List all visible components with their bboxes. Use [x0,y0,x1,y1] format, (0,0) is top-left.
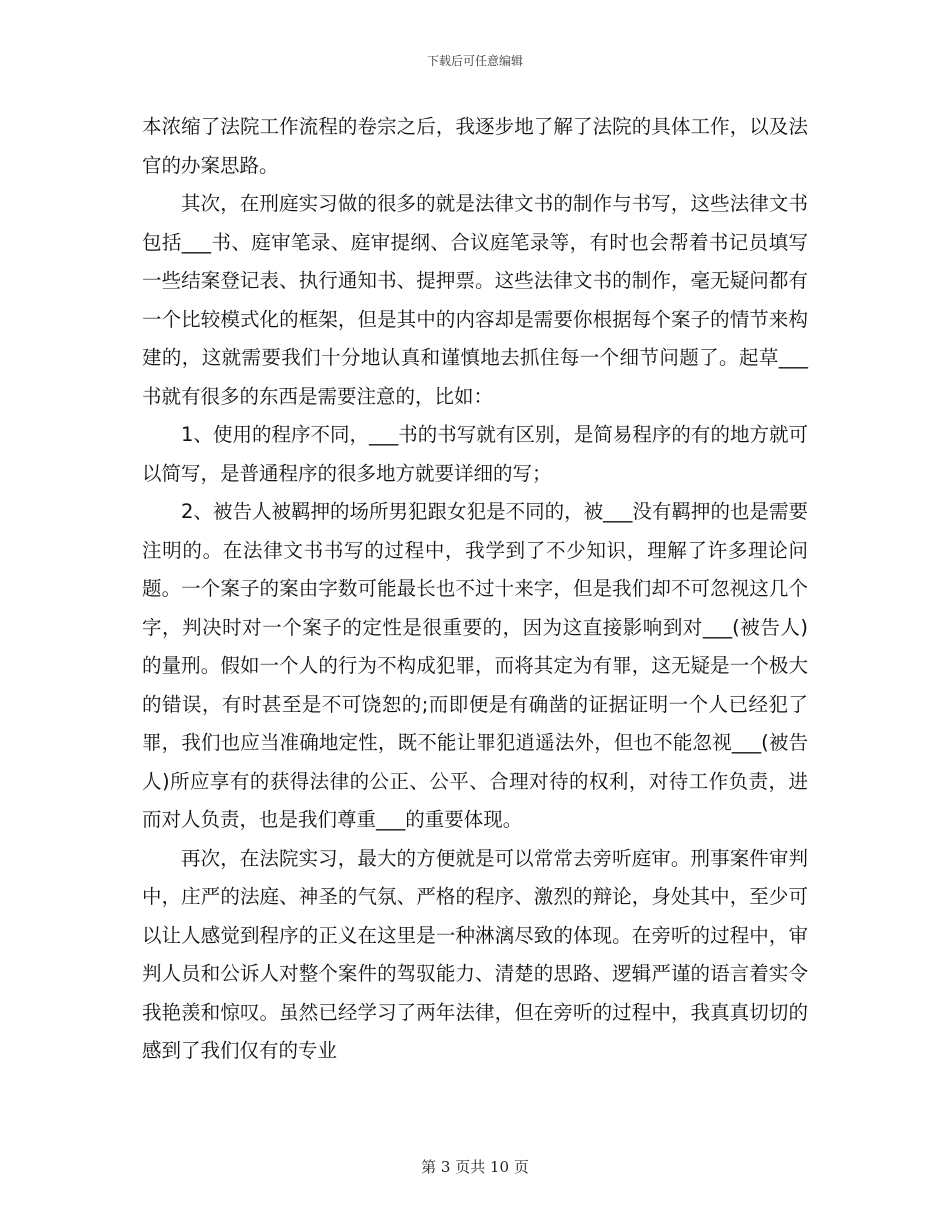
header-note: 下载后可任意编辑 [426,54,523,68]
document-body [142,108,808,1071]
paragraph-2: 其次，在刑庭实习做的很多的就是法律文书的制作与书写，这些法律文书包括___书、庭审笔录、庭审提纲、合议庭笔录等，有时也会帮着书记员填写一些结案登记表、执行通知书、提押票。这些法律文书的制作，毫无疑问都有一个比较模式化的框架，但是其中的内容却是需要你根据每个案子的情节来构建的，这就需要我们十分地认真和谨慎地去抓住每一个细节问题了。起草___书就有很多的东西是需要注意的，比如： [142,192,808,408]
page-header [0,52,950,69]
paragraph-1: 本浓缩了法院工作流程的卷宗之后，我逐步地了解了法院的具体工作，以及法官的办案思路。 [142,115,808,177]
paragraph-5: 再次，在法院实习，最大的方便就是可以常常去旁听庭审。刑事案件审判中，庄严的法庭、神圣的气氛、严格的程序、激烈的辩论，身处其中，至少可以让人感觉到程序的正义在这里是一种淋漓尽致的体现。在旁听的过程中，审判人员和公诉人对整个案件的驾驭能力、清楚的思路、逻辑严谨的语言着实令我艳羡和惊叹。虽然已经学习了两年法律，但在旁听的过程中，我真真切切的感到了我们仅有的专业 [142,846,808,1062]
page-number: 第 3 页共 10 页 [421,1158,529,1176]
paragraph-3: 1、使用的程序不同，___书的书写就有区别，是简易程序的有的地方就可以简写，是普通程序的很多地方就要详细的写； [142,423,808,485]
paragraph-4: 2、被告人被羁押的场所男犯跟女犯是不同的，被___没有羁押的也是需要注明的。在法律文书书写的过程中，我学到了不少知识，理解了许多理论问题。一个案子的案由字数可能最长也不过十来字，但是我们却不可忽视这几个字，判决时对一个案子的定性是很重要的，因为这直接影响到对___(被告人)的量刑。假如一个人的行为不构成犯罪，而将其定为有罪，这无疑是一个极大的错误，有时甚至是不可饶恕的;而即便是有确凿的证据证明一个人已经犯了罪，我们也应当准确地定性，既不能让罪犯逍遥法外，但也不能忽视___(被告人)所应享有的获得法律的公正、公平、合理对待的权利，对待工作负责，进而对人负责，也是我们尊重___的重要体现。 [142,500,808,831]
page-footer [0,1156,950,1177]
